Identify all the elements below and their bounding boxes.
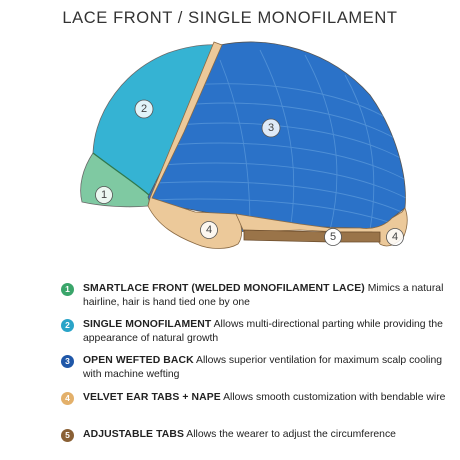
badge-4-icon: 4: [61, 392, 74, 405]
legend-item-ear-tabs: [63, 391, 458, 405]
badge-5-icon: 5: [61, 429, 74, 442]
legend-5-desc: Allows the wearer to adjust the circumference: [183, 429, 396, 440]
legend-4-desc: Allows smooth customization with bendable wire: [220, 392, 446, 403]
legend-2-desc: Allows multi-directional parting while providing the appearance of natural growth: [83, 319, 443, 344]
badge-1-icon: 1: [61, 283, 74, 296]
callout-4-right-label: 4: [391, 231, 399, 243]
legend-1-name: SMARTLACE FRONT (WELDED MONOFILAMENT LACE): [83, 283, 365, 294]
diagram-title: LACE FRONT / SINGLE MONOFILAMENT: [62, 9, 398, 27]
legend-3-desc: Allows superior ventilation for maximum scalp cooling with machine wefting: [83, 355, 443, 380]
legend-item-monofilament: [63, 318, 458, 346]
callout-2-label: 2: [140, 103, 148, 115]
legend-2-name: SINGLE MONOFILAMENT: [83, 319, 212, 330]
callout-5-label: 5: [329, 231, 337, 243]
legend-1-desc: Mimics a natural hairline, hair is hand tied one by one: [83, 283, 444, 308]
legend-item-smartlace: [63, 282, 458, 310]
callout-4-left-label: 4: [205, 224, 213, 236]
legend-4-name: VELVET EAR TABS + NAPE: [83, 392, 221, 403]
legend-item-wefted: [63, 354, 458, 382]
badge-3-icon: 3: [61, 355, 74, 368]
callout-3-label: 3: [267, 122, 275, 134]
legend-item-adjustable: [63, 428, 458, 442]
legend-3-name: OPEN WEFTED BACK: [83, 355, 194, 366]
badge-2-icon: 2: [61, 319, 74, 332]
callout-1-label: 1: [100, 189, 108, 201]
legend-5-name: ADJUSTABLE TABS: [83, 429, 184, 440]
